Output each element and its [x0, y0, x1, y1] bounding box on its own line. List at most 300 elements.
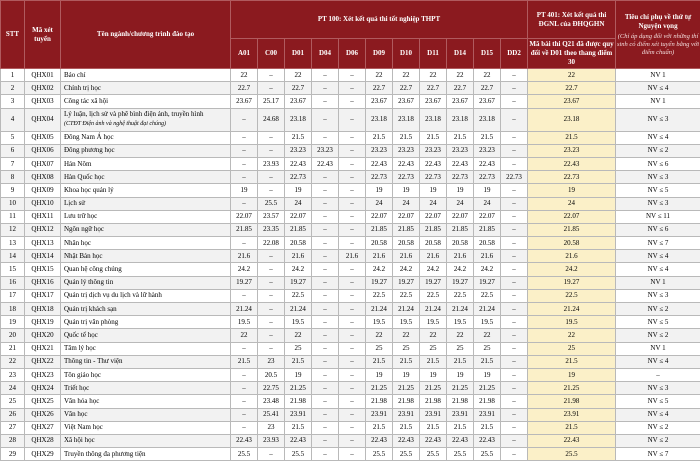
score-cell-d11: 22 — [420, 329, 447, 342]
score-cell-d11: 23.18 — [420, 108, 447, 131]
program-name-cell: Quản trị khách sạn — [61, 303, 231, 316]
score-cell-d04: – — [312, 434, 339, 447]
dgnl-score-cell: 21.5 — [528, 131, 616, 144]
score-cell-d06: – — [339, 157, 366, 170]
subject-header-d09: D09 — [366, 39, 393, 69]
score-cell-d04: – — [312, 131, 339, 144]
score-cell-a01: 21.85 — [231, 223, 258, 236]
score-cell-d11: 22.5 — [420, 289, 447, 302]
score-cell-a01: 21.5 — [231, 355, 258, 368]
score-cell-d06: – — [339, 82, 366, 95]
score-cell-d01: 22.43 — [285, 157, 312, 170]
program-name-cell: Nhật Bản học — [61, 250, 231, 263]
score-cell-d06: – — [339, 223, 366, 236]
score-cell-a01: 19.5 — [231, 316, 258, 329]
score-cell-d10: 19.27 — [393, 276, 420, 289]
stt-cell: 5 — [1, 131, 25, 144]
score-cell-c00: 23.93 — [258, 434, 285, 447]
program-name-cell: Quản lý thông tin — [61, 276, 231, 289]
score-cell-a01: 19.27 — [231, 276, 258, 289]
score-cell-d06: – — [339, 342, 366, 355]
score-cell-d10: 22.73 — [393, 171, 420, 184]
score-cell-a01: – — [231, 342, 258, 355]
score-cell-dd2: – — [501, 342, 528, 355]
dgnl-score-cell: 22.73 — [528, 171, 616, 184]
score-cell-d06: – — [339, 421, 366, 434]
nv-criteria-cell: NV ≤ 4 — [616, 82, 700, 95]
score-cell-c00: – — [258, 329, 285, 342]
dgnl-score-cell: 19.27 — [528, 276, 616, 289]
code-cell: QHX01 — [25, 69, 61, 82]
stt-cell: 26 — [1, 408, 25, 421]
stt-cell: 27 — [1, 421, 25, 434]
score-cell-d01: 23.67 — [285, 95, 312, 108]
table-row — [1, 434, 700, 447]
dgnl-score-cell: 22 — [528, 329, 616, 342]
table-row — [1, 382, 700, 395]
score-cell-d01: 21.5 — [285, 355, 312, 368]
score-cell-c00: – — [258, 316, 285, 329]
program-name-cell: Văn học — [61, 408, 231, 421]
score-cell-c00: – — [258, 131, 285, 144]
score-cell-a01: 19 — [231, 184, 258, 197]
program-name-cell: Hàn Quốc học — [61, 171, 231, 184]
score-cell-a01: 22.7 — [231, 82, 258, 95]
score-cell-d04: 22.43 — [312, 157, 339, 170]
dgnl-score-cell: 25.5 — [528, 448, 616, 461]
score-cell-d11: 20.58 — [420, 237, 447, 250]
score-cell-c00: 25.17 — [258, 95, 285, 108]
score-cell-d01: 20.58 — [285, 237, 312, 250]
program-name-cell: Hán Nôm — [61, 157, 231, 170]
score-cell-d09: 23.91 — [366, 408, 393, 421]
program-name-cell: Quốc tế học — [61, 329, 231, 342]
score-cell-d06: – — [339, 210, 366, 223]
criteria-note: (Chỉ áp dụng đối với những thí sinh có điểm xét tuyển bằng với điểm chuẩn) — [616, 33, 700, 57]
score-cell-d10: 21.5 — [393, 131, 420, 144]
score-cell-d09: 22.73 — [366, 171, 393, 184]
score-cell-c00: – — [258, 184, 285, 197]
score-cell-d15: 21.25 — [474, 382, 501, 395]
program-name-cell: Thông tin - Thư viện — [61, 355, 231, 368]
nv-criteria-cell: NV ≤ 11 — [616, 210, 700, 223]
score-cell-d10: 19.5 — [393, 316, 420, 329]
score-cell-dd2: – — [501, 184, 528, 197]
score-cell-d15: 23.23 — [474, 144, 501, 157]
score-cell-a01: – — [231, 197, 258, 210]
score-cell-d06: – — [339, 263, 366, 276]
stt-cell: 18 — [1, 303, 25, 316]
score-cell-c00: – — [258, 303, 285, 316]
score-cell-d10: 23.18 — [393, 108, 420, 131]
score-cell-d10: 25 — [393, 342, 420, 355]
score-cell-d06: – — [339, 95, 366, 108]
table-row — [1, 395, 700, 408]
score-cell-c00: 23 — [258, 355, 285, 368]
stt-cell: 10 — [1, 197, 25, 210]
code-header: Mã xét tuyển — [25, 1, 61, 69]
score-cell-d14: 22.07 — [447, 210, 474, 223]
score-cell-d11: 23.91 — [420, 408, 447, 421]
score-cell-a01: 22.43 — [231, 434, 258, 447]
score-cell-c00: 23.48 — [258, 395, 285, 408]
score-cell-d04: – — [312, 289, 339, 302]
table-row — [1, 157, 700, 170]
score-cell-a01: – — [231, 382, 258, 395]
stt-cell: 25 — [1, 395, 25, 408]
subject-header-d15: D15 — [474, 39, 501, 69]
score-cell-d15: 22 — [474, 329, 501, 342]
pt401-header: PT 401: Xét kết quả thi ĐGNL của ĐHQGHN — [528, 1, 616, 39]
score-cell-dd2: – — [501, 223, 528, 236]
score-cell-a01: 22 — [231, 69, 258, 82]
score-cell-d10: 21.24 — [393, 303, 420, 316]
score-cell-d10: 25.5 — [393, 448, 420, 461]
stt-cell: 8 — [1, 171, 25, 184]
code-cell: QHX19 — [25, 316, 61, 329]
score-cell-d09: 19 — [366, 184, 393, 197]
code-cell: QHX09 — [25, 184, 61, 197]
stt-cell: 16 — [1, 276, 25, 289]
score-cell-d01: 22 — [285, 69, 312, 82]
score-cell-a01: 23.67 — [231, 95, 258, 108]
nv-criteria-cell: NV ≤ 3 — [616, 108, 700, 131]
nv-criteria-cell: NV ≤ 3 — [616, 289, 700, 302]
score-cell-dd2: – — [501, 108, 528, 131]
program-name-cell: Tâm lý học — [61, 342, 231, 355]
score-cell-d01: 22.07 — [285, 210, 312, 223]
score-cell-d14: 25 — [447, 342, 474, 355]
program-name-cell: Lịch sử — [61, 197, 231, 210]
score-cell-d10: 22.5 — [393, 289, 420, 302]
stt-cell: 23 — [1, 368, 25, 381]
dgnl-score-cell: 23.18 — [528, 108, 616, 131]
score-cell-c00: – — [258, 144, 285, 157]
score-cell-d10: 23.91 — [393, 408, 420, 421]
score-cell-dd2: – — [501, 408, 528, 421]
score-cell-d04: – — [312, 223, 339, 236]
score-cell-a01: – — [231, 237, 258, 250]
stt-cell: 12 — [1, 223, 25, 236]
score-cell-d06: – — [339, 448, 366, 461]
nv-criteria-cell: NV 1 — [616, 342, 700, 355]
score-cell-d04: – — [312, 368, 339, 381]
dgnl-score-cell: 21.24 — [528, 303, 616, 316]
score-cell-d15: 21.85 — [474, 223, 501, 236]
table-row — [1, 171, 700, 184]
score-cell-d06: – — [339, 131, 366, 144]
score-cell-d11: 25.5 — [420, 448, 447, 461]
score-cell-d15: 24 — [474, 197, 501, 210]
table-row — [1, 263, 700, 276]
table-row — [1, 289, 700, 302]
score-cell-dd2: – — [501, 210, 528, 223]
score-cell-d10: 24.2 — [393, 263, 420, 276]
score-cell-d09: 21.5 — [366, 421, 393, 434]
score-cell-c00: – — [258, 263, 285, 276]
subject-header-d06: D06 — [339, 39, 366, 69]
score-cell-dd2: – — [501, 368, 528, 381]
score-cell-d11: 22.7 — [420, 82, 447, 95]
score-cell-d09: 20.58 — [366, 237, 393, 250]
score-cell-d15: 21.6 — [474, 250, 501, 263]
table-row — [1, 408, 700, 421]
score-cell-d10: 23.67 — [393, 95, 420, 108]
score-cell-dd2: – — [501, 316, 528, 329]
nv-criteria-cell: NV ≤ 7 — [616, 237, 700, 250]
score-cell-d06: – — [339, 355, 366, 368]
table-row — [1, 368, 700, 381]
score-cell-a01: 24.2 — [231, 263, 258, 276]
score-cell-d10: 22.07 — [393, 210, 420, 223]
dgnl-score-cell: 19 — [528, 368, 616, 381]
score-cell-dd2: – — [501, 448, 528, 461]
score-cell-d15: 21.98 — [474, 395, 501, 408]
score-cell-d06: – — [339, 382, 366, 395]
score-cell-d04: – — [312, 82, 339, 95]
program-name-cell: Chính trị học — [61, 82, 231, 95]
score-cell-c00: 23.93 — [258, 157, 285, 170]
score-cell-d04: – — [312, 408, 339, 421]
score-cell-d04: 23.23 — [312, 144, 339, 157]
criteria-header — [616, 1, 700, 69]
score-cell-d04: – — [312, 382, 339, 395]
score-cell-c00: 22.08 — [258, 237, 285, 250]
code-cell: QHX05 — [25, 131, 61, 144]
nv-criteria-cell: – — [616, 368, 700, 381]
stt-cell: 2 — [1, 82, 25, 95]
score-cell-d10: 21.6 — [393, 250, 420, 263]
code-cell: QHX26 — [25, 408, 61, 421]
score-cell-dd2: – — [501, 237, 528, 250]
score-cell-d06: – — [339, 237, 366, 250]
score-cell-d04: – — [312, 421, 339, 434]
score-cell-d15: 22 — [474, 69, 501, 82]
table-row — [1, 197, 700, 210]
score-cell-a01: – — [231, 131, 258, 144]
score-cell-d15: 19 — [474, 368, 501, 381]
stt-cell: 14 — [1, 250, 25, 263]
score-cell-d09: 19.5 — [366, 316, 393, 329]
score-cell-dd2: – — [501, 144, 528, 157]
score-cell-d14: 25.5 — [447, 448, 474, 461]
score-cell-c00: – — [258, 171, 285, 184]
score-cell-d10: 22.43 — [393, 157, 420, 170]
nv-criteria-cell: NV ≤ 6 — [616, 223, 700, 236]
score-cell-d04: – — [312, 395, 339, 408]
score-cell-d10: 24 — [393, 197, 420, 210]
score-cell-d04: – — [312, 329, 339, 342]
nv-criteria-cell: NV 1 — [616, 95, 700, 108]
code-cell: QHX22 — [25, 355, 61, 368]
table-row — [1, 108, 700, 131]
code-cell: QHX29 — [25, 448, 61, 461]
score-cell-dd2: – — [501, 329, 528, 342]
code-cell: QHX17 — [25, 289, 61, 302]
program-name-cell: Ngôn ngữ học — [61, 223, 231, 236]
score-cell-d15: 21.5 — [474, 131, 501, 144]
score-cell-d04: – — [312, 210, 339, 223]
score-cell-d01: 25 — [285, 342, 312, 355]
table-header — [1, 1, 700, 69]
score-cell-d01: 21.5 — [285, 421, 312, 434]
score-cell-d06: – — [339, 303, 366, 316]
program-name-cell: Đông Nam Á học — [61, 131, 231, 144]
score-cell-d09: 22.5 — [366, 289, 393, 302]
code-cell: QHX11 — [25, 210, 61, 223]
table-row — [1, 82, 700, 95]
nv-criteria-cell: NV ≤ 2 — [616, 144, 700, 157]
score-cell-d01: 21.85 — [285, 223, 312, 236]
program-name-cell: Lưu trữ học — [61, 210, 231, 223]
program-name-cell: Quản trị văn phòng — [61, 316, 231, 329]
stt-cell: 17 — [1, 289, 25, 302]
score-cell-d04: – — [312, 448, 339, 461]
code-cell: QHX18 — [25, 303, 61, 316]
score-cell-d15: 21.5 — [474, 421, 501, 434]
score-cell-d01: 21.24 — [285, 303, 312, 316]
nv-criteria-cell: NV ≤ 5 — [616, 184, 700, 197]
score-cell-d15: 23.91 — [474, 408, 501, 421]
nv-criteria-cell: NV ≤ 2 — [616, 421, 700, 434]
score-cell-d01: 21.98 — [285, 395, 312, 408]
stt-cell: 13 — [1, 237, 25, 250]
table-row — [1, 210, 700, 223]
score-cell-d11: 21.5 — [420, 131, 447, 144]
score-cell-dd2: – — [501, 197, 528, 210]
score-cell-d11: 19.5 — [420, 316, 447, 329]
score-cell-d14: 24 — [447, 197, 474, 210]
stt-cell: 7 — [1, 157, 25, 170]
dgnl-score-cell: 23.91 — [528, 408, 616, 421]
code-cell: QHX08 — [25, 171, 61, 184]
nv-criteria-cell: NV 1 — [616, 276, 700, 289]
score-cell-dd2: – — [501, 69, 528, 82]
table-row — [1, 184, 700, 197]
score-cell-d15: 25.5 — [474, 448, 501, 461]
table-row — [1, 276, 700, 289]
score-cell-d09: 22.07 — [366, 210, 393, 223]
score-cell-dd2: – — [501, 434, 528, 447]
score-cell-d09: 22 — [366, 329, 393, 342]
score-cell-d09: 21.5 — [366, 131, 393, 144]
score-cell-c00: 20.5 — [258, 368, 285, 381]
score-cell-d09: 23.67 — [366, 95, 393, 108]
program-note: (CTĐT Điện ảnh và nghệ thuật đại chúng) — [64, 120, 230, 130]
stt-cell: 28 — [1, 434, 25, 447]
score-cell-d01: 22.7 — [285, 82, 312, 95]
score-cell-d06: – — [339, 171, 366, 184]
program-name-cell: Quan hệ công chúng — [61, 263, 231, 276]
score-cell-c00: 24.68 — [258, 108, 285, 131]
score-cell-d11: 21.6 — [420, 250, 447, 263]
score-cell-d01: 21.5 — [285, 131, 312, 144]
score-cell-a01: 21.24 — [231, 303, 258, 316]
stt-cell: 3 — [1, 95, 25, 108]
score-cell-a01: – — [231, 144, 258, 157]
score-cell-a01: – — [231, 408, 258, 421]
program-name-cell: Truyền thông đa phương tiện — [61, 448, 231, 461]
dgnl-score-cell: 21.5 — [528, 355, 616, 368]
score-cell-d01: 23.23 — [285, 144, 312, 157]
dgnl-score-cell: 21.98 — [528, 395, 616, 408]
nv-criteria-cell: NV ≤ 3 — [616, 171, 700, 184]
score-cell-d04: – — [312, 303, 339, 316]
code-cell: QHX27 — [25, 421, 61, 434]
score-cell-d15: 21.24 — [474, 303, 501, 316]
code-cell: QHX06 — [25, 144, 61, 157]
table-row — [1, 421, 700, 434]
score-cell-d04: – — [312, 171, 339, 184]
score-cell-dd2: – — [501, 82, 528, 95]
score-cell-c00: – — [258, 82, 285, 95]
stt-cell: 22 — [1, 355, 25, 368]
score-cell-dd2: – — [501, 303, 528, 316]
score-cell-c00: 23.57 — [258, 210, 285, 223]
score-cell-d04: – — [312, 108, 339, 131]
score-cell-c00: – — [258, 289, 285, 302]
stt-cell: 24 — [1, 382, 25, 395]
stt-header: STT — [1, 1, 25, 69]
dgnl-score-cell: 21.25 — [528, 382, 616, 395]
code-cell: QHX12 — [25, 223, 61, 236]
score-cell-d01: 19.27 — [285, 276, 312, 289]
program-name-cell: Triết học — [61, 382, 231, 395]
subject-header-d01: D01 — [285, 39, 312, 69]
score-cell-d10: 22.43 — [393, 434, 420, 447]
score-cell-a01: 22.07 — [231, 210, 258, 223]
table-row — [1, 144, 700, 157]
score-cell-dd2: 22.73 — [501, 171, 528, 184]
dgnl-score-cell: 22.43 — [528, 434, 616, 447]
score-cell-dd2: – — [501, 131, 528, 144]
score-cell-d09: 22.7 — [366, 82, 393, 95]
nv-criteria-cell: NV ≤ 4 — [616, 250, 700, 263]
score-cell-d14: 23.18 — [447, 108, 474, 131]
score-cell-d14: 22.7 — [447, 82, 474, 95]
score-cell-d04: – — [312, 95, 339, 108]
score-cell-d15: 19.27 — [474, 276, 501, 289]
score-cell-d09: 19 — [366, 368, 393, 381]
score-cell-d01: 21.25 — [285, 382, 312, 395]
code-cell: QHX13 — [25, 237, 61, 250]
score-cell-d11: 23.67 — [420, 95, 447, 108]
score-cell-d15: 22.5 — [474, 289, 501, 302]
score-cell-c00: 22.75 — [258, 382, 285, 395]
score-cell-d09: 24 — [366, 197, 393, 210]
score-cell-d06: – — [339, 184, 366, 197]
score-cell-d15: 22.73 — [474, 171, 501, 184]
score-cell-d11: 21.25 — [420, 382, 447, 395]
score-cell-d09: 21.85 — [366, 223, 393, 236]
score-cell-d15: 20.58 — [474, 237, 501, 250]
score-cell-d01: 22.73 — [285, 171, 312, 184]
score-cell-d10: 22 — [393, 69, 420, 82]
score-cell-d06: – — [339, 329, 366, 342]
nv-criteria-cell: NV ≤ 4 — [616, 131, 700, 144]
score-cell-d14: 19.27 — [447, 276, 474, 289]
score-cell-dd2: – — [501, 421, 528, 434]
table-row — [1, 303, 700, 316]
score-cell-d14: 19.5 — [447, 316, 474, 329]
criteria-title: Tiêu chí phụ về thứ tự Nguyện vọng — [625, 13, 691, 30]
score-cell-d11: 22 — [420, 69, 447, 82]
table-row — [1, 355, 700, 368]
score-cell-d14: 22.73 — [447, 171, 474, 184]
score-cell-d14: 23.67 — [447, 95, 474, 108]
score-cell-c00: – — [258, 276, 285, 289]
score-cell-c00: – — [258, 342, 285, 355]
